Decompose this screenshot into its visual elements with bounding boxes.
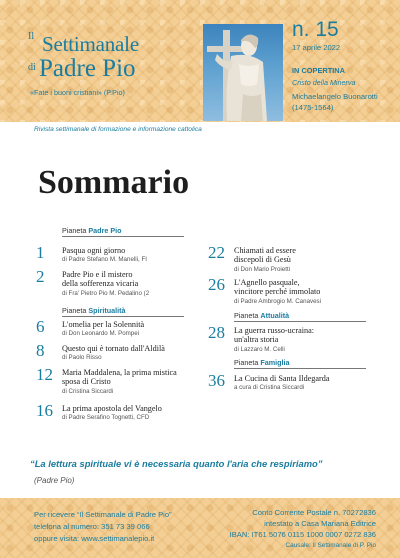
masthead-il: Il	[28, 31, 35, 42]
statue-illustration	[203, 24, 283, 121]
section-name: Spiritualità	[88, 306, 126, 315]
toc-entry[interactable]	[36, 401, 196, 426]
toc-author: di Don Leonardo M. Pompei	[62, 330, 140, 337]
website-link[interactable]: oppure visita: www.settimanalepio.it	[34, 534, 155, 543]
toc-entry[interactable]	[208, 371, 378, 396]
toc-page-number: 6	[36, 317, 45, 336]
toc-page-number: 2	[36, 267, 45, 286]
toc-entry[interactable]	[36, 341, 196, 366]
iban-line: IBAN: IT61 5076 0115 1000 0007 0272 836	[229, 530, 376, 539]
toc-title: L'omelia per la Solennità	[62, 320, 145, 329]
toc-page-number: 36	[208, 371, 225, 390]
page-title: Sommario	[38, 164, 190, 201]
toc-author: a cura di Cristina Siccardi	[234, 384, 305, 391]
toc-entry[interactable]	[208, 243, 378, 278]
quote-author: (Padre Pio)	[34, 476, 75, 485]
toc-author: di Padre Serafino Tognetti, CFD	[62, 414, 150, 421]
section-prefix: Pianeta	[234, 358, 259, 367]
toc-entry[interactable]	[36, 365, 196, 400]
section-name: Padre Pio	[88, 226, 122, 235]
masthead-di: di	[28, 62, 36, 73]
toc-title: L'Agnello pasquale, vincitore perché immolato	[234, 278, 321, 297]
toc-author: di Padre Stefano M. Manelli, FI	[62, 256, 147, 263]
toc-author: di Padre Ambrogio M. Canavesi	[234, 298, 322, 305]
toc-title: Pasqua ogni giorno	[62, 246, 126, 255]
subscribe-line: Per ricevere “Il Settimanale di Padre Pio”	[34, 510, 172, 519]
toc-page-number: 16	[36, 401, 53, 420]
masthead-logo	[26, 24, 186, 86]
cover-label: IN COPERTINA	[292, 66, 345, 75]
section-name: Famiglia	[260, 358, 290, 367]
issue-number: n. 15	[292, 18, 339, 41]
section-padre-pio	[62, 226, 184, 237]
toc-page-number: 28	[208, 323, 225, 342]
toc-author: di Cristina Siccardi	[62, 388, 114, 395]
toc-entry[interactable]	[36, 267, 196, 302]
section-prefix: Pianeta	[62, 306, 87, 315]
cover-image	[203, 24, 283, 121]
section-name: Attualità	[260, 311, 290, 320]
payment-reason: Causale: Il Settimanale di P. Pio	[285, 542, 376, 549]
toc-page-number: 26	[208, 275, 225, 294]
toc-title: Questo qui è tornato dall'Aldilà	[62, 344, 165, 353]
issue-date: 17 aprile 2022	[292, 43, 341, 52]
masthead-line1: Settimanale	[42, 32, 139, 56]
toc-page-number: 22	[208, 243, 225, 262]
toc-title: La guerra russo-ucraina: un'altra storia	[234, 326, 315, 345]
toc-title: Maria Maddalena, la prima mistica sposa di Cristo	[62, 368, 177, 387]
cover-artist: Michaelangelo Buonarotti	[292, 92, 378, 101]
toc-entry[interactable]	[208, 275, 378, 310]
toc-title: La prima apostola del Vangelo	[62, 404, 162, 413]
masthead-line2: Padre Pio	[39, 55, 136, 82]
toc-title: Padre Pio e il mistero della sofferenza vicaria	[62, 270, 139, 289]
toc-author: di Paolo Risso	[62, 354, 102, 361]
toc-title: Chiamati ad essere discepoli di Gesù	[234, 246, 296, 265]
section-attualita	[234, 311, 366, 322]
toc-entry[interactable]	[36, 243, 196, 268]
cover-work: Cristo della Minerva	[292, 78, 356, 87]
header-banner	[0, 0, 400, 122]
toc-entry[interactable]	[36, 317, 196, 342]
padre-pio-quote: “La lettura spirituale vi è necessaria quanto l'aria che respiriamo”	[30, 458, 323, 469]
footer-banner	[0, 498, 400, 558]
toc-page-number: 1	[36, 243, 45, 262]
account-holder: intestato a Casa Mariana Editrice	[264, 519, 376, 528]
toc-author: di Lazzaro M. Celli	[234, 346, 285, 353]
magazine-subtitle: Rivista settimanale di formazione e informazione cattolica	[34, 126, 202, 133]
toc-page-number: 12	[36, 365, 53, 384]
toc-title: La Cucina di Santa Ildegarda	[234, 374, 330, 383]
toc-page-number: 8	[36, 341, 45, 360]
toc-author: di Don Mario Proietti	[234, 266, 291, 273]
postal-account: Conto Corrente Postale n. 70272836	[252, 508, 376, 517]
toc-entry[interactable]	[208, 323, 378, 358]
section-prefix: Pianeta	[62, 226, 87, 235]
section-famiglia	[234, 358, 366, 369]
masthead-tagline: «Fate i buoni cristiani» (P.Pio)	[30, 88, 125, 97]
cover-years: (1475-1564)	[292, 103, 334, 112]
toc-author: di Fra' Pietro Pio M. Pedalino (2	[62, 290, 150, 297]
section-prefix: Pianeta	[234, 311, 259, 320]
phone-line: telefona al numero: 351 73 39 066	[34, 522, 150, 531]
section-spiritualita	[62, 306, 184, 317]
